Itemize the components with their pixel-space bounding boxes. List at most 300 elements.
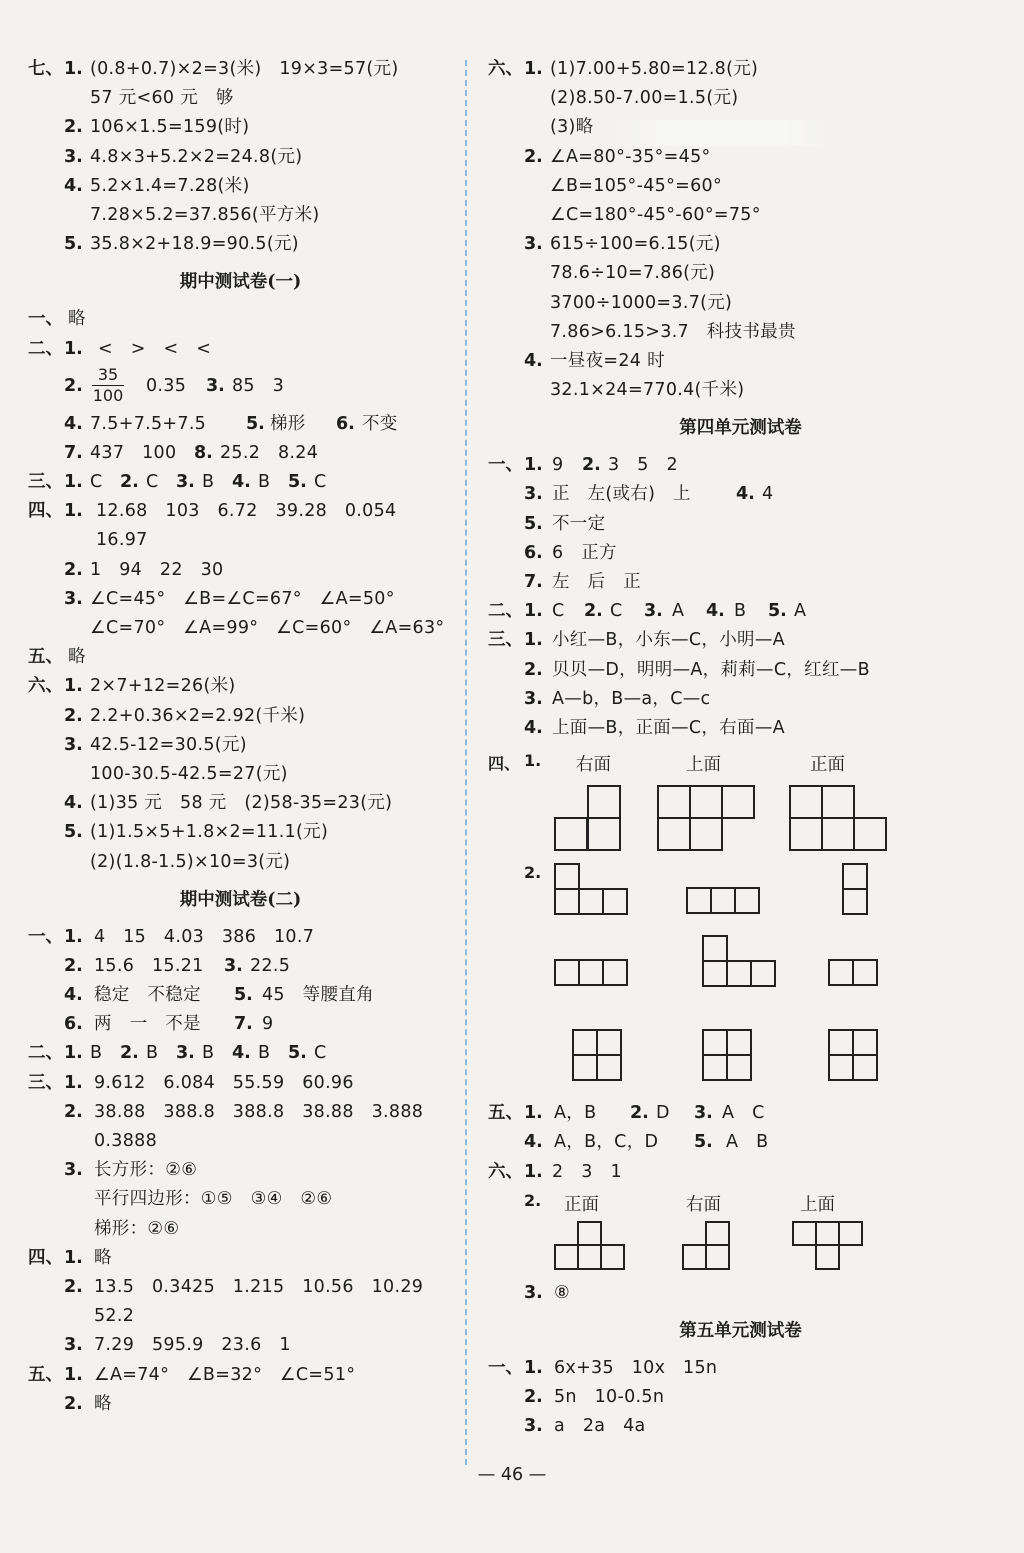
section-label: 七、 (28, 59, 63, 79)
answer-line (28, 201, 453, 230)
item-answer: ∠A=80°-35°=45° (550, 146, 711, 167)
item-answer: (3)略 (550, 117, 594, 138)
answer-line (28, 439, 453, 468)
item-answer: 6 正方 (552, 542, 617, 563)
item-number: 1. (524, 1357, 543, 1378)
item-number: 3. (64, 146, 83, 167)
answer-line (28, 230, 453, 259)
item-answer: 100-30.5-42.5=27(元) (90, 763, 288, 784)
answer-line (28, 305, 453, 334)
section-label: 五、 (488, 1103, 523, 1124)
view-drawings-q2-row2 (488, 949, 993, 1029)
answer-line (488, 597, 993, 626)
answer-line (28, 55, 453, 84)
answer-line (28, 1069, 453, 1098)
answer-line (28, 526, 453, 555)
item-number: 1. (64, 676, 83, 697)
section-label: 三、 (28, 472, 63, 493)
right-view-drawing (554, 785, 622, 851)
item-number: 1. (64, 926, 83, 947)
item-answer: 7.28×5.2=37.856(平方米) (90, 204, 320, 225)
section-label: 一、 (28, 309, 63, 330)
item-number: 5. (246, 413, 265, 434)
item-number: 2. (64, 705, 83, 726)
item-number: 2. (524, 863, 542, 883)
answer-line (488, 510, 993, 539)
answer-line (28, 585, 453, 614)
item-number: 2. (64, 1393, 83, 1414)
answer-line (488, 539, 993, 568)
item-number: 5. (64, 234, 83, 255)
view-drawing-6 (828, 959, 880, 987)
item-answer: 57 元<60 元 够 (90, 88, 234, 109)
answer-line (28, 1331, 453, 1360)
section-label: 一、 (28, 926, 63, 947)
item-number: 4. (232, 1043, 251, 1064)
item-answer: 略 (94, 1393, 112, 1414)
section-label: 一、 (488, 455, 523, 476)
item-answer: 4.8×3+5.2×2=24.8(元) (90, 146, 303, 167)
section-label: 二、 (28, 1043, 63, 1064)
item-answer: A，B (554, 1103, 597, 1124)
item-number: 3. (224, 955, 243, 976)
view-drawing-8 (702, 1029, 754, 1081)
section-label: 二、 (488, 601, 523, 622)
answer-line (28, 1039, 453, 1068)
item-number: 4. (524, 350, 543, 371)
item-answer: A—b，B—a，C—c (552, 688, 711, 709)
answer-line (28, 172, 453, 201)
item-answer: 6x+35 10x 15n (554, 1357, 718, 1378)
item-number: 2. (120, 472, 139, 493)
item-answer: D (656, 1103, 670, 1124)
item-answer: 一昼夜=24 时 (550, 350, 665, 371)
item-answer: C (610, 601, 623, 622)
item-answer: B (258, 472, 271, 493)
item-answer: < > < < (98, 338, 212, 359)
item-answer: 贝贝—D，明明—A，莉莉—C，红红—B (552, 659, 870, 680)
item-answer: 略 (68, 647, 86, 668)
item-answer: 梯形：②⑥ (94, 1218, 180, 1239)
item-number: 1. (524, 1161, 543, 1182)
answer-line (28, 848, 453, 877)
answer-line (488, 230, 993, 259)
item-answer: B (202, 472, 215, 493)
item-number: 2. (524, 1190, 542, 1210)
section-label: 四、 (28, 1247, 63, 1268)
item-answer: 42.5-12=30.5(元) (90, 734, 247, 755)
answer-line (28, 981, 453, 1010)
item-answer: 52.2 (94, 1306, 135, 1327)
item-answer: 不一定 (552, 513, 606, 534)
answer-line (28, 1185, 453, 1214)
item-number: 1. (524, 455, 543, 476)
answer-line (28, 1361, 453, 1390)
item-answer: 正 左(或右) 上 (552, 484, 691, 505)
item-number: 2. (524, 1387, 543, 1408)
view-drawing-4 (554, 959, 630, 987)
item-number: 3. (64, 1160, 83, 1181)
item-number: 1. (64, 472, 83, 493)
item-number: 4. (524, 1132, 543, 1153)
item-answer: 9 (552, 455, 564, 476)
item-answer: A B (726, 1132, 769, 1153)
answer-line (28, 556, 453, 585)
fraction-numerator: 35 (97, 364, 119, 384)
answer-line (488, 1383, 993, 1412)
item-answer: 22.5 (250, 955, 291, 976)
item-answer: ⑧ (554, 1282, 570, 1303)
answer-line (488, 656, 993, 685)
item-answer: (0.8+0.7)×2=3(米) 19×3=57(元) (90, 59, 399, 79)
item-number: 2. (64, 1276, 83, 1297)
section-label: 四、 (488, 754, 521, 774)
item-answer: (2)8.50-7.00=1.5(元) (550, 88, 739, 109)
item-answer: B (90, 1043, 103, 1064)
scan-smudge (610, 120, 830, 146)
item-answer: 7.86>6.15>3.7 科技书最贵 (550, 321, 796, 342)
item-number: 3. (524, 1282, 543, 1303)
answer-line (28, 952, 453, 981)
item-number: 5. (768, 601, 787, 622)
item-answer: 略 (68, 309, 86, 330)
answer-line (28, 1302, 453, 1331)
answer-line (28, 143, 453, 172)
item-number: 7. (524, 572, 543, 592)
answer-line (28, 1390, 453, 1419)
item-number: 5. (64, 822, 83, 843)
answer-line (28, 760, 453, 789)
item-number: 8. (194, 442, 213, 463)
item-number: 1. (64, 1072, 83, 1093)
item-number: 1. (64, 59, 83, 79)
right-view-drawing (682, 1221, 734, 1271)
left-column (28, 55, 453, 1419)
item-answer: 35.8×2+18.9=90.5(元) (90, 234, 299, 255)
answer-line (488, 451, 993, 480)
answer-line (28, 497, 453, 526)
column-divider (465, 60, 467, 1465)
item-answer: C (552, 601, 565, 622)
answer-line (488, 714, 993, 743)
view-drawing-2 (686, 887, 762, 915)
item-answer: 85 3 (232, 375, 285, 396)
answer-line (488, 1099, 993, 1128)
item-answer: (1)35 元 58 元 (2)58-35=23(元) (90, 793, 393, 814)
section-heading: 第五单元测试卷 (679, 1320, 802, 1341)
answer-line (488, 376, 993, 405)
item-number: 1. (524, 601, 543, 622)
item-answer: 7.5+7.5+7.5 (90, 413, 207, 434)
item-number: 5. (288, 472, 307, 493)
answer-line (488, 685, 993, 714)
answer-line (488, 172, 993, 201)
item-answer: 9.612 6.084 55.59 60.96 (94, 1072, 354, 1093)
right-column (488, 55, 993, 1441)
item-answer: C (146, 472, 159, 493)
item-number: 1. (64, 1043, 83, 1064)
answer-line (28, 818, 453, 847)
item-number: 2. (64, 955, 83, 976)
item-answer: 上面—B，正面—C，右面—A (552, 717, 785, 738)
view-label-right: 右面 (686, 1194, 721, 1215)
item-number: 3. (694, 1103, 713, 1124)
item-number: 3. (64, 588, 83, 609)
item-number: 1. (524, 59, 543, 79)
answer-line (28, 113, 453, 142)
item-answer: 稳定 不稳定 (94, 985, 201, 1006)
item-number: 7. (64, 442, 83, 463)
item-number: 3. (524, 1416, 543, 1437)
answer-line (488, 1279, 993, 1308)
item-answer: 15.6 15.21 (94, 955, 204, 976)
item-number: 2. (64, 559, 83, 580)
item-answer: 略 (94, 1247, 112, 1268)
item-answer: 4 15 4.03 386 10.7 (94, 926, 315, 947)
item-number: 4. (64, 413, 83, 434)
item-answer: ∠C=180°-45°-60°=75° (550, 204, 761, 225)
item-answer: ∠C=70° ∠A=99° ∠C=60° ∠A=63° (90, 618, 445, 638)
item-answer: 不变 (362, 413, 398, 434)
view-label-top: 上面 (800, 1194, 835, 1215)
answer-line (28, 731, 453, 760)
item-answer: 437 100 (90, 442, 177, 463)
item-number: 4. (64, 175, 83, 196)
item-answer: 45 等腰直角 (262, 985, 374, 1006)
answer-line (28, 672, 453, 701)
answer-line (28, 1244, 453, 1273)
item-answer: 7.29 595.9 23.6 1 (94, 1335, 291, 1356)
answer-line (28, 643, 453, 672)
view-drawing-9 (828, 1029, 880, 1081)
section-label: 五、 (28, 647, 63, 668)
answer-line (28, 1098, 453, 1127)
item-answer: A (672, 601, 685, 622)
page-number: — 46 — (477, 1465, 547, 1485)
item-answer: 13.5 0.3425 1.215 10.56 10.29 (94, 1276, 424, 1297)
item-answer: 5.2×1.4=7.28(米) (90, 175, 250, 196)
item-answer: 78.6÷10=7.86(元) (550, 263, 716, 284)
fraction (92, 366, 124, 405)
front-view-drawing (554, 1221, 628, 1271)
section-label: 三、 (28, 1072, 63, 1093)
item-answer: 两 一 不是 (94, 1014, 201, 1035)
item-number: 2. (64, 117, 83, 138)
item-answer: 9 (262, 1014, 274, 1035)
item-number: 3. (176, 1043, 195, 1064)
item-number: 3. (524, 688, 543, 709)
top-view-drawing (792, 1221, 866, 1271)
answer-line (28, 614, 453, 643)
item-number: 2. (630, 1103, 649, 1124)
view-drawing-1 (554, 863, 630, 915)
answer-line (488, 143, 993, 172)
item-answer: A C (722, 1103, 765, 1124)
top-view-drawing (657, 785, 757, 851)
answer-line (28, 1156, 453, 1185)
item-number: 4. (706, 601, 725, 622)
item-answer: 615÷100=6.15(元) (550, 234, 721, 255)
item-answer: A，B，C，D (554, 1132, 659, 1153)
answer-line (488, 1412, 993, 1441)
view-drawings-q1 (488, 743, 993, 863)
item-answer: 12.68 103 6.72 39.28 0.054 (96, 501, 397, 522)
view-label-right: 右面 (576, 755, 611, 776)
item-number: 5. (694, 1132, 713, 1153)
answer-line (488, 318, 993, 347)
view-label-top: 上面 (686, 755, 721, 776)
item-number: 3. (524, 234, 543, 255)
item-number: 2. (120, 1043, 139, 1064)
item-number: 3. (206, 375, 225, 396)
item-number: 4. (64, 793, 83, 814)
answer-line (28, 1215, 453, 1244)
item-answer: 4 (762, 484, 774, 505)
front-view-drawing (789, 785, 889, 851)
item-number: 3. (176, 472, 195, 493)
item-number: 4. (736, 484, 755, 505)
section-heading: 第四单元测试卷 (679, 418, 802, 439)
item-answer: (2)(1.8-1.5)×10=3(元) (90, 851, 291, 872)
item-answer: a 2a 4a (554, 1416, 646, 1437)
fraction-denominator: 100 (92, 385, 124, 405)
answer-line (28, 1127, 453, 1156)
answer-line (488, 259, 993, 288)
item-answer: 32.1×24=770.4(千米) (550, 380, 745, 401)
item-answer: 25.2 8.24 (220, 442, 319, 463)
item-number: 7. (234, 1014, 253, 1035)
item-answer: A (794, 601, 807, 622)
item-answer: 长方形：②⑥ (94, 1160, 198, 1181)
answer-line (28, 789, 453, 818)
item-number: 1. (524, 630, 543, 651)
item-number: 5. (524, 513, 543, 534)
item-answer: B (258, 1043, 271, 1064)
item-number: 2. (584, 601, 603, 622)
item-number: 3. (64, 1335, 83, 1356)
item-number: 5. (234, 985, 253, 1006)
section-label: 六、 (488, 1161, 523, 1182)
item-number: 1. (64, 338, 83, 359)
view-drawing-3 (842, 863, 870, 915)
answer-line (488, 568, 993, 597)
answer-line (488, 1354, 993, 1383)
item-number: 1. (524, 751, 542, 771)
item-number: 2. (524, 146, 543, 167)
answer-line (28, 702, 453, 731)
answer-line (28, 335, 453, 364)
item-number: 2. (64, 1101, 83, 1122)
answer-line (28, 410, 453, 439)
view-drawings-q2-row3 (488, 1029, 993, 1099)
item-answer: C (314, 1043, 327, 1064)
item-number: 3. (64, 734, 83, 755)
view-label-front: 正面 (564, 1194, 599, 1215)
answer-line (488, 201, 993, 230)
answer-line (28, 364, 453, 410)
answer-line (488, 84, 993, 113)
section-label: 六、 (488, 59, 523, 79)
section-label: 三、 (488, 630, 523, 651)
item-answer: 5n 10-0.5n (554, 1387, 665, 1408)
answer-line (28, 468, 453, 497)
item-answer: 3 5 2 (608, 455, 678, 476)
item-answer: B (146, 1043, 159, 1064)
item-number: 1. (64, 1247, 83, 1268)
answer-line (28, 84, 453, 113)
item-answer: 0.3888 (94, 1131, 158, 1151)
item-number: 6. (524, 542, 543, 563)
item-answer: B (202, 1043, 215, 1064)
item-number: 6. (64, 1014, 83, 1035)
item-answer: 2 3 1 (552, 1161, 622, 1182)
item-answer: 梯形 (270, 413, 306, 434)
view-label-front: 正面 (810, 755, 845, 776)
item-answer: 106×1.5=159(时) (90, 117, 250, 138)
item-answer: 2.2+0.36×2=2.92(千米) (90, 705, 306, 726)
item-number: 4. (524, 717, 543, 738)
item-number: 4. (232, 472, 251, 493)
section-label: 六、 (28, 676, 63, 697)
item-answer: ∠A=74° ∠B=32° ∠C=51° (94, 1364, 356, 1385)
item-number: 1. (64, 501, 83, 522)
section-label: 一、 (488, 1357, 523, 1378)
item-number: 6. (336, 413, 355, 434)
view-drawing-5 (702, 935, 778, 987)
answer-line (28, 923, 453, 952)
item-number: 2. (582, 455, 601, 476)
section-label: 二、 (28, 338, 63, 359)
item-answer: (1)7.00+5.80=12.8(元) (550, 59, 759, 79)
item-answer: 0.35 (146, 375, 187, 396)
item-answer: 2×7+12=26(米) (90, 676, 236, 697)
item-answer: 16.97 (96, 530, 148, 551)
section-label: 五、 (28, 1364, 63, 1385)
item-number: 2. (524, 659, 543, 680)
item-answer: ∠C=45° ∠B=∠C=67° ∠A=50° (90, 588, 395, 609)
view-drawings-six-2 (488, 1187, 993, 1279)
item-answer: B (734, 601, 747, 622)
item-answer: 左 后 正 (552, 572, 641, 592)
item-number: 5. (288, 1043, 307, 1064)
item-answer: 3700÷1000=3.7(元) (550, 292, 733, 313)
view-drawing-7 (572, 1029, 624, 1081)
answer-line (488, 1128, 993, 1157)
item-number: 1. (64, 1364, 83, 1385)
item-answer: (1)1.5×5+1.8×2=11.1(元) (90, 822, 329, 843)
answer-line (488, 626, 993, 655)
item-number: 3. (524, 484, 543, 505)
answer-line (488, 55, 993, 84)
item-number: 4. (64, 985, 83, 1006)
item-answer: 小红—B，小东—C，小明—A (552, 630, 785, 651)
answer-line (488, 347, 993, 376)
section-heading: 期中测试卷(二) (179, 889, 302, 910)
answer-line (488, 1158, 993, 1187)
answer-line (488, 289, 993, 318)
section-label: 四、 (28, 501, 63, 522)
item-number: 3. (644, 601, 663, 622)
item-answer: 38.88 388.8 388.8 38.88 3.888 (94, 1101, 424, 1122)
item-answer: C (314, 472, 327, 493)
item-number: 2. (64, 375, 83, 396)
section-heading: 期中测试卷(一) (179, 272, 302, 293)
answer-line (28, 1273, 453, 1302)
answer-line (28, 1010, 453, 1039)
item-answer: 1 94 22 30 (90, 559, 224, 580)
item-answer: C (90, 472, 103, 493)
item-number: 1. (524, 1103, 543, 1124)
